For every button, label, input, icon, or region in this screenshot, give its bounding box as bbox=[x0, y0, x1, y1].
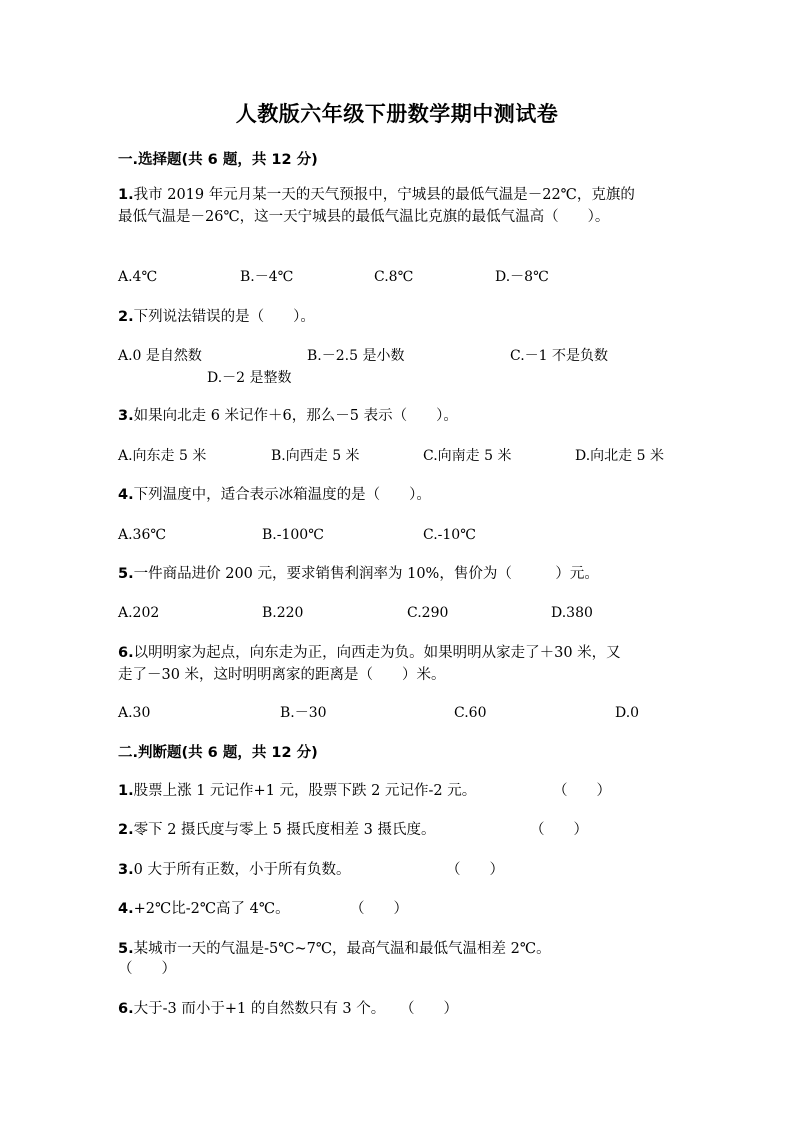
page-title: 人教版六年级下册数学期中测试卷 bbox=[235, 101, 559, 126]
question-text: 下列温度中，适合表示冰箱温度的是（ ）。 bbox=[133, 487, 431, 503]
item-number: 2. bbox=[118, 822, 134, 838]
option-c: C.－1 不是负数 bbox=[510, 348, 609, 364]
option-a: A.30 bbox=[118, 705, 151, 721]
option-b: B.220 bbox=[262, 605, 304, 621]
item-text: +2℃比-2℃高了 4℃。 bbox=[133, 901, 290, 917]
option-d: D.－2 是整数 bbox=[207, 370, 292, 386]
option-c: C.向南走 5 米 bbox=[423, 448, 512, 464]
judge-item-5 bbox=[118, 939, 551, 959]
answer-blank[interactable]: （ ） bbox=[530, 822, 588, 838]
option-c: C.60 bbox=[454, 705, 487, 721]
item-number: 5. bbox=[118, 941, 134, 957]
option-c: C.290 bbox=[407, 605, 449, 621]
item-number: 4. bbox=[118, 901, 134, 917]
judge-item-6 bbox=[118, 999, 385, 1019]
question-6 bbox=[118, 642, 678, 686]
answer-blank[interactable]: （ ） bbox=[350, 901, 408, 917]
item-number: 1. bbox=[118, 783, 134, 799]
item-text: 股票上涨 1 元记作+1 元，股票下跌 2 元记作-2 元。 bbox=[133, 783, 477, 799]
question-1 bbox=[118, 184, 678, 228]
question-number: 5. bbox=[118, 566, 134, 582]
question-text: 以明明家为起点，向东走为正，向西走为负。如果明明从家走了＋30 米，又 bbox=[133, 645, 621, 661]
option-b: B.－30 bbox=[280, 705, 327, 721]
question-text: 一件商品进价 200 元，要求销售利润率为 10%，售价为（ ）元。 bbox=[133, 566, 599, 582]
option-d: D.向北走 5 米 bbox=[575, 448, 664, 464]
option-c: C.-10℃ bbox=[423, 527, 476, 543]
question-text: 如果向北走 6 米记作＋6，那么－5 表示（ ）。 bbox=[133, 408, 458, 424]
answer-blank[interactable]: （ ） bbox=[553, 783, 611, 799]
item-text: 0 大于所有正数，小于所有负数。 bbox=[133, 862, 351, 878]
section-heading-choice: 一.选择题(共 6 题，共 12 分) bbox=[118, 152, 318, 168]
question-number: 6. bbox=[118, 645, 134, 661]
item-number: 3. bbox=[118, 862, 134, 878]
question-5 bbox=[118, 563, 678, 585]
option-c: C.8℃ bbox=[374, 269, 414, 285]
question-number: 3. bbox=[118, 408, 134, 424]
answer-blank[interactable]: （ ） bbox=[400, 1001, 458, 1017]
item-text: 大于-3 而小于+1 的自然数只有 3 个。 bbox=[133, 1001, 386, 1017]
option-a: A.向东走 5 米 bbox=[118, 448, 207, 464]
question-text: 我市 2019 年元月某一天的天气预报中，宁城县的最低气温是－22℃，克旗的 bbox=[133, 187, 635, 203]
item-number: 6. bbox=[118, 1001, 134, 1017]
question-4 bbox=[118, 484, 678, 506]
option-a: A.36℃ bbox=[118, 527, 167, 543]
section-heading-judge: 二.判断题(共 6 题，共 12 分) bbox=[118, 745, 318, 761]
option-b: B.－4℃ bbox=[240, 269, 294, 285]
question-number: 1. bbox=[118, 187, 134, 203]
option-a: A.202 bbox=[118, 605, 160, 621]
option-a: A.0 是自然数 bbox=[118, 348, 202, 364]
option-a: A.4℃ bbox=[118, 269, 158, 285]
question-3 bbox=[118, 405, 678, 427]
judge-item-2 bbox=[118, 820, 435, 840]
question-text: 下列说法错误的是（ ）。 bbox=[133, 309, 315, 325]
option-b: B.向西走 5 米 bbox=[271, 448, 360, 464]
judge-item-3 bbox=[118, 860, 350, 880]
question-2 bbox=[118, 306, 678, 328]
option-d: D.0 bbox=[615, 705, 640, 721]
question-text-line2: 走了－30 米，这时明明离家的距离是（ ）米。 bbox=[118, 667, 446, 683]
option-d: D.380 bbox=[551, 605, 593, 621]
judge-item-1 bbox=[118, 781, 476, 801]
judge-item-4 bbox=[118, 899, 290, 919]
option-b: B.－2.5 是小数 bbox=[307, 348, 405, 364]
answer-blank[interactable]: （ ） bbox=[446, 862, 504, 878]
option-d: D.－8℃ bbox=[495, 269, 549, 285]
item-text: 某城市一天的气温是-5℃~7℃，最高气温和最低气温相差 2℃。 bbox=[133, 941, 551, 957]
question-number: 4. bbox=[118, 487, 134, 503]
answer-blank[interactable]: （ ） bbox=[118, 961, 176, 977]
question-number: 2. bbox=[118, 309, 134, 325]
question-text-line2: 最低气温是－26℃，这一天宁城县的最低气温比克旗的最低气温高（ ）。 bbox=[118, 209, 610, 225]
option-b: B.-100℃ bbox=[262, 527, 324, 543]
item-text: 零下 2 摄氏度与零上 5 摄氏度相差 3 摄氏度。 bbox=[133, 822, 436, 838]
